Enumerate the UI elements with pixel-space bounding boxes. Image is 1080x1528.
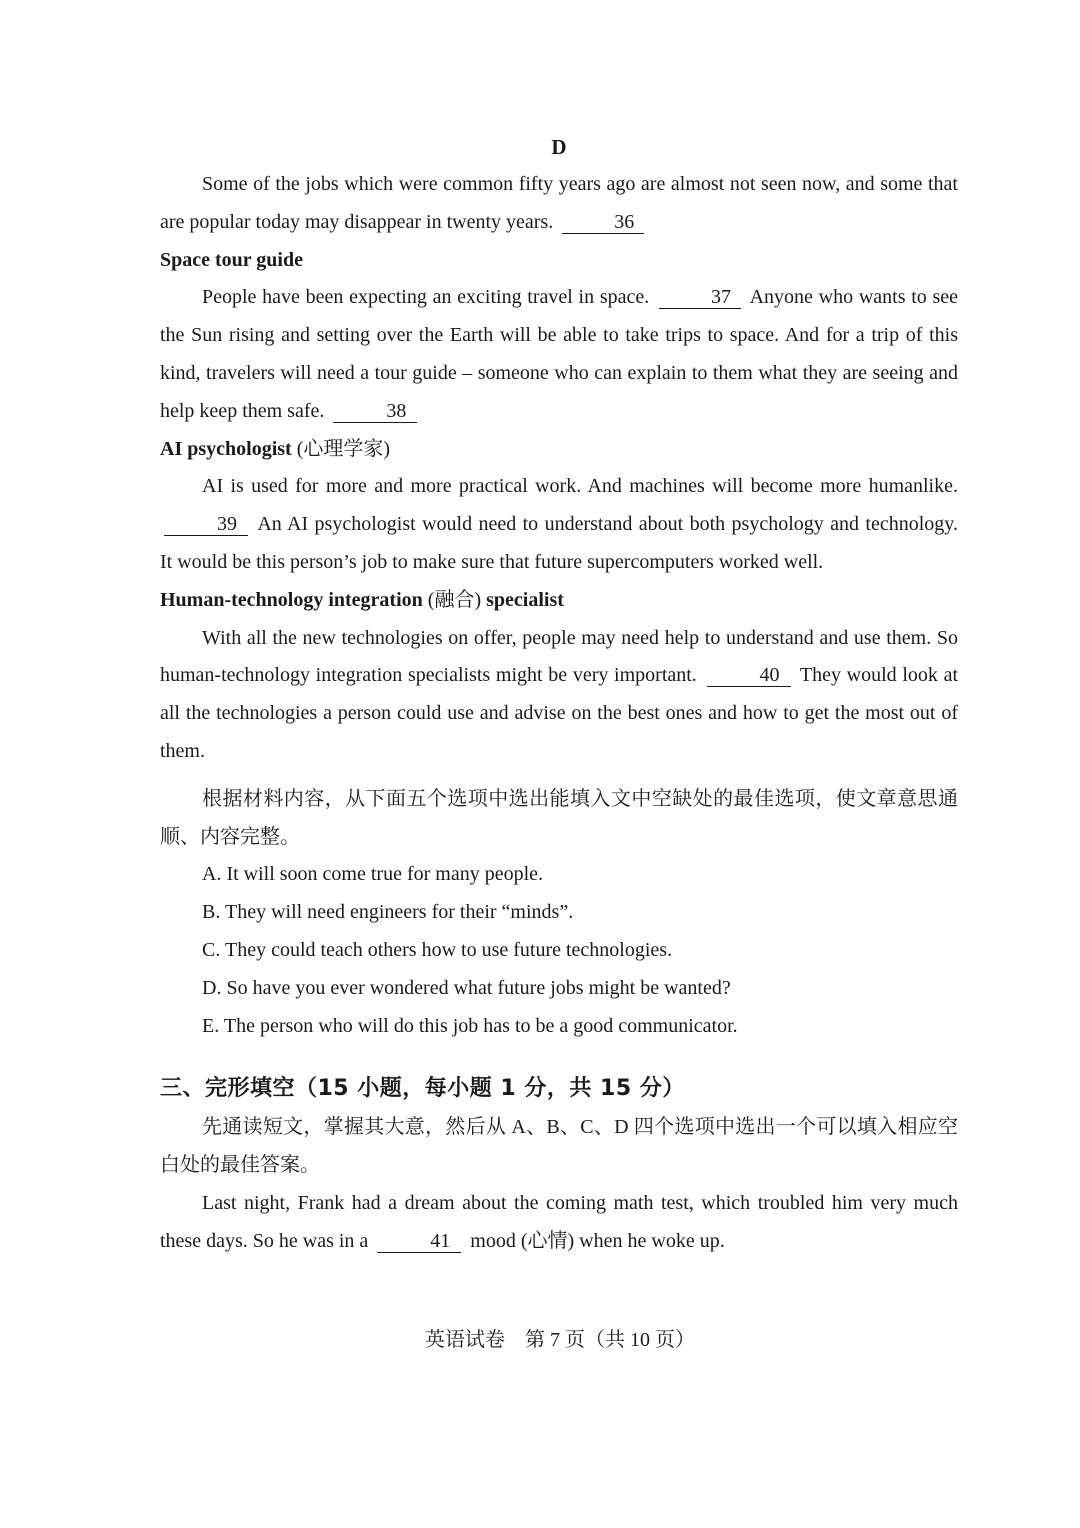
- integration-title-tail: specialist: [486, 588, 564, 611]
- passage-letter: D: [551, 135, 567, 159]
- blank-38: 38: [333, 400, 417, 423]
- part3-title: 三、完形填空（15 小题，每小题 1 分，共 15 分）: [160, 1076, 685, 1102]
- story-after: mood (心情) when he woke up.: [470, 1229, 725, 1252]
- paragraph-ai-psychologist: [160, 468, 958, 581]
- paragraph-space-tour-guide: [160, 279, 958, 430]
- intro-text: Some of the jobs which were common fifty years ago are almost not seen now, and some that are popular today may disappear in twenty years.: [160, 173, 958, 233]
- ai-text-before: AI is used for more and more practical work. And machines will become more humanlike.: [202, 475, 958, 498]
- space-text-before: People have been expecting an exciting travel in space.: [202, 286, 650, 309]
- blank-41: 41: [377, 1230, 461, 1253]
- ai-text-after: An AI psychologist would need to understand about both psychology and technology. It would be this person’s job to make sure that future supercomputers worked well.: [160, 513, 958, 573]
- space-text-after: Anyone who wants to see the Sun rising and setting over the Earth will be able to take trips to space. And for a trip of this kind, travelers will need a tour guide – someone who can explain to them what they are seeing and help keep them safe.: [160, 286, 959, 422]
- option-b: B. They will need engineers for their “minds”.: [202, 901, 574, 924]
- heading-integration-specialist: [160, 582, 958, 620]
- integration-text-after: They would look at all the technologies a person could use and advise on the best ones and how to get the most out of them.: [160, 664, 959, 762]
- story-before: Last night, Frank had a dream about the coming math test, which troubled him very much these days. So he was in a: [160, 1191, 958, 1252]
- spacer: [160, 771, 958, 781]
- blank-40: 40: [707, 664, 791, 687]
- option-a: A. It will soon come true for many people.: [202, 863, 544, 886]
- heading-space-tour-guide: Space tour guide: [160, 248, 303, 271]
- option-d: D. So have you ever wondered what future jobs might be wanted?: [202, 976, 731, 999]
- part3-instructions: 先通读短文，掌握其大意，然后从 A、B、C、D 四个选项中选出一个可以填入相应空白处的最佳答案。: [160, 1116, 958, 1177]
- ai-title: AI psychologist: [160, 437, 292, 460]
- option-e: E. The person who will do this job has to be a good communicator.: [202, 1014, 738, 1037]
- page-footer: 英语试卷 第 7 页（共 10 页）: [425, 1329, 695, 1351]
- paragraph-integration-specialist: [160, 620, 958, 771]
- exam-page: [160, 128, 958, 1261]
- integration-title: Human-technology integration: [160, 588, 423, 611]
- blank-37: 37: [659, 286, 741, 309]
- instructions-cn: 根据材料内容，从下面五个选项中选出能填入文中空缺处的最佳选项，使文章意思通顺、内容完整。: [160, 787, 958, 848]
- part3-story: [160, 1185, 958, 1261]
- blank-36: 36: [562, 211, 644, 234]
- spacer: [160, 1045, 958, 1069]
- integration-title-cn: (融合): [427, 588, 482, 611]
- integration-text-before: With all the new technologies on offer, people may need help to understand and use them. So human-technology integration specialists might be very important.: [160, 626, 958, 687]
- option-c: C. They could teach others how to use future technologies.: [202, 938, 673, 961]
- heading-ai-psychologist: [160, 431, 958, 469]
- ai-title-cn: (心理学家): [296, 437, 391, 460]
- intro-paragraph: [160, 166, 958, 242]
- options-list: [160, 856, 958, 1045]
- blank-39: 39: [164, 513, 248, 536]
